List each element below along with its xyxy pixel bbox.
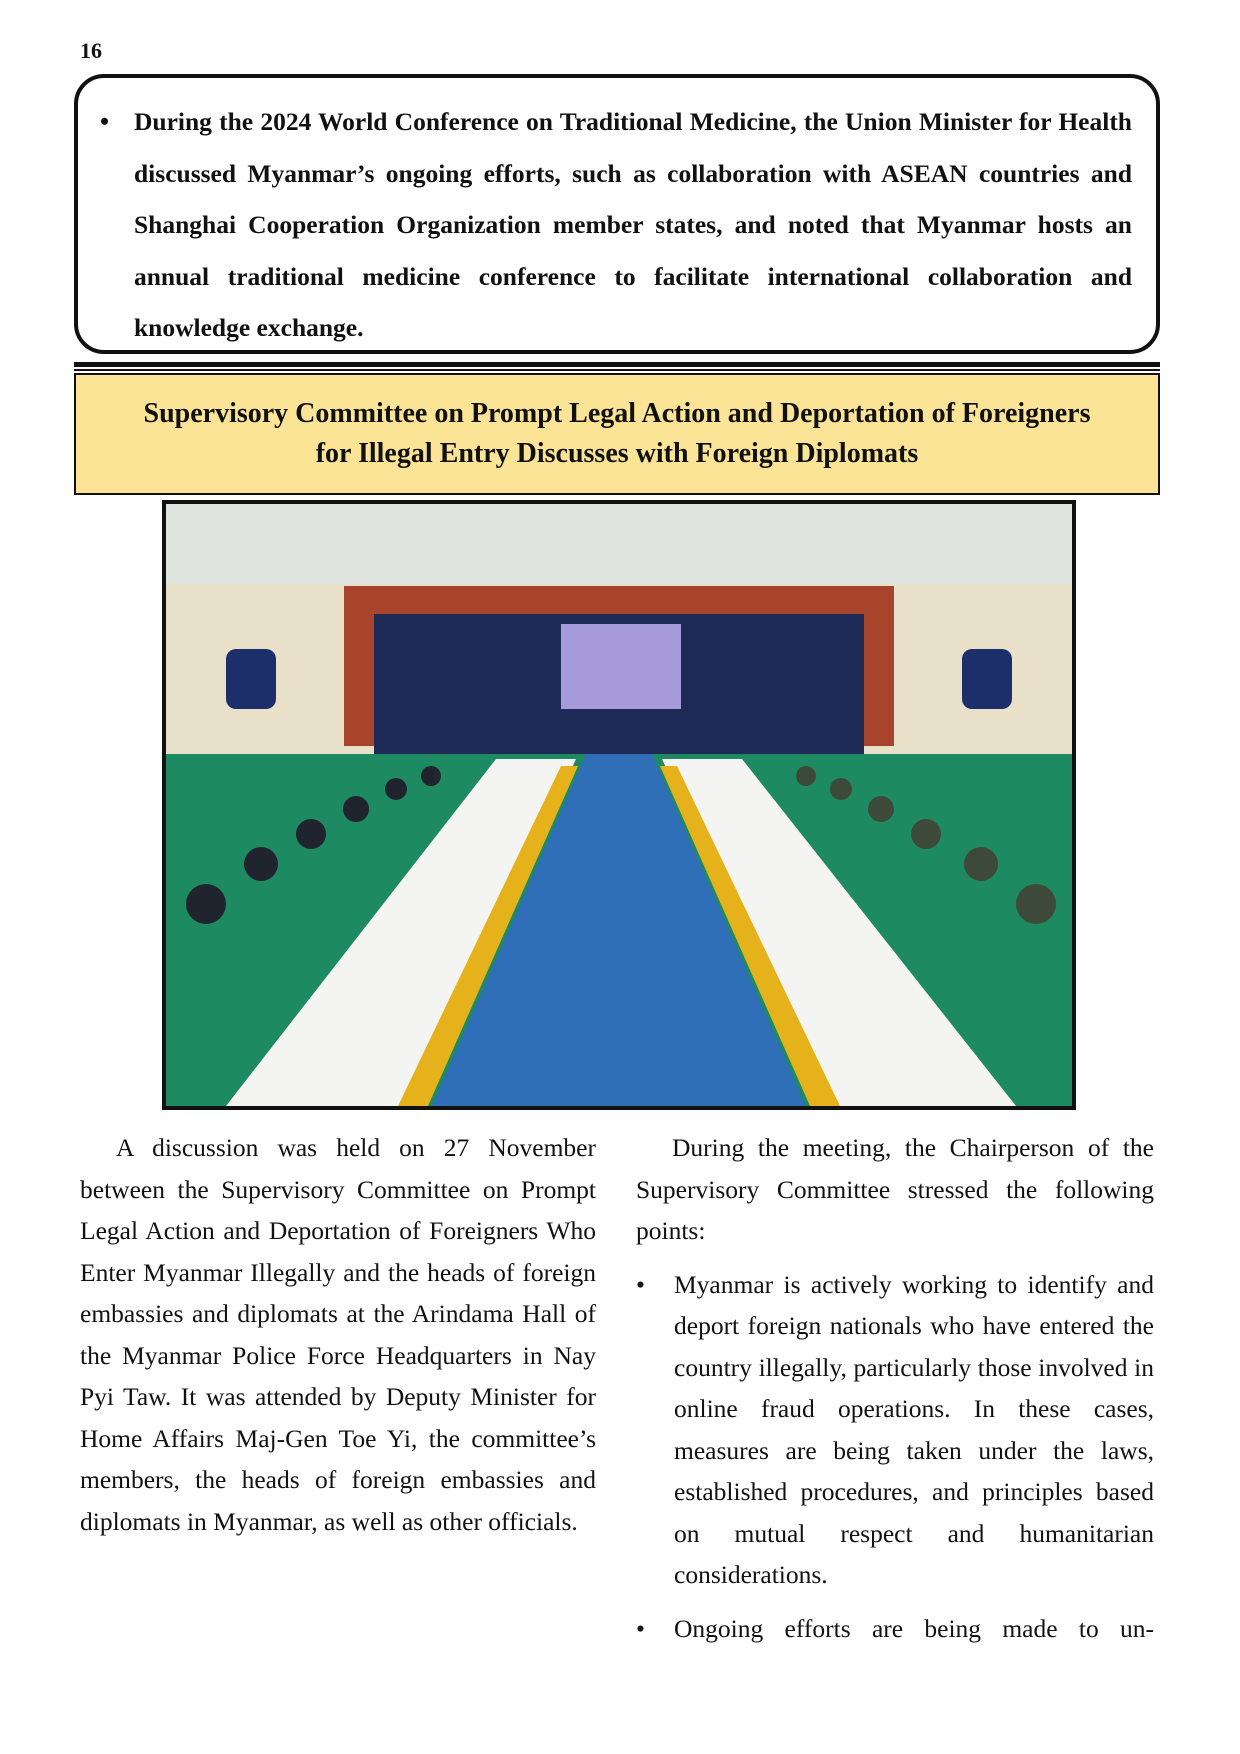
- article-headline-line-1: Supervisory Committee on Prompt Legal Action and Deportation of Foreigners: [143, 398, 1091, 429]
- meeting-hall-illustration: [166, 504, 1072, 1106]
- article-paragraph: A discussion was held on 27 November between the Supervisory Committee on Prompt Legal Action and Deportation of Foreigners Who Enter Myanmar Illegally and the heads of foreign embassies and diplomats at the Arindama Hall of the Myanmar Police Force Headquarters in Nay Pyi Taw. It was attended by Deputy Minister for Home Affairs Maj-Gen Toe Yi, the committee’s members, the heads of foreign embassies and diplomats in Myanmar, as well as other officials.: [80, 1133, 596, 1536]
- intro-highlight-box: [74, 74, 1160, 354]
- article-bullet: • Myanmar is actively working to identify and deport foreign nationals who have entered the country illegally, particularly those involved in online fraud operations. In these cases, measures are being taken under the laws, established procedures, and principles based on mutual respect and humanitarian considerations.: [636, 1264, 1154, 1596]
- left-emblem-icon: [226, 649, 276, 709]
- right-emblem-icon: [962, 649, 1012, 709]
- section-divider: [74, 362, 1160, 367]
- projection-screen: [561, 624, 681, 709]
- article-headline-line-2: for Illegal Entry Discusses with Foreign Diplomats: [315, 438, 919, 469]
- intro-bullet-list: [134, 96, 1132, 354]
- article-headline-box: [74, 373, 1160, 495]
- article-bullet: • Ongoing efforts are being made to un-: [636, 1608, 1154, 1650]
- article-paragraph: During the meeting, the Chairperson of the Supervisory Committee stressed the following points:: [636, 1133, 1154, 1245]
- ceiling: [166, 504, 1072, 594]
- article-column-right: [636, 1127, 1154, 1661]
- section-divider-thin: [74, 369, 1160, 371]
- article-column-left: [80, 1127, 596, 1542]
- page-number: 16: [80, 38, 102, 63]
- meeting-photo: [162, 500, 1076, 1110]
- intro-bullet: • During the 2024 World Conference on Traditional Medicine, the Union Minister for Health discussed Myanmar’s ongoing efforts, such as collaboration with ASEAN countries and Shanghai Cooperation Organization member states, and noted that Myanmar hosts an annual traditional medicine conference to facilitate international collaboration and knowledge exchange.: [134, 96, 1132, 354]
- article-bullet-list: [636, 1264, 1154, 1650]
